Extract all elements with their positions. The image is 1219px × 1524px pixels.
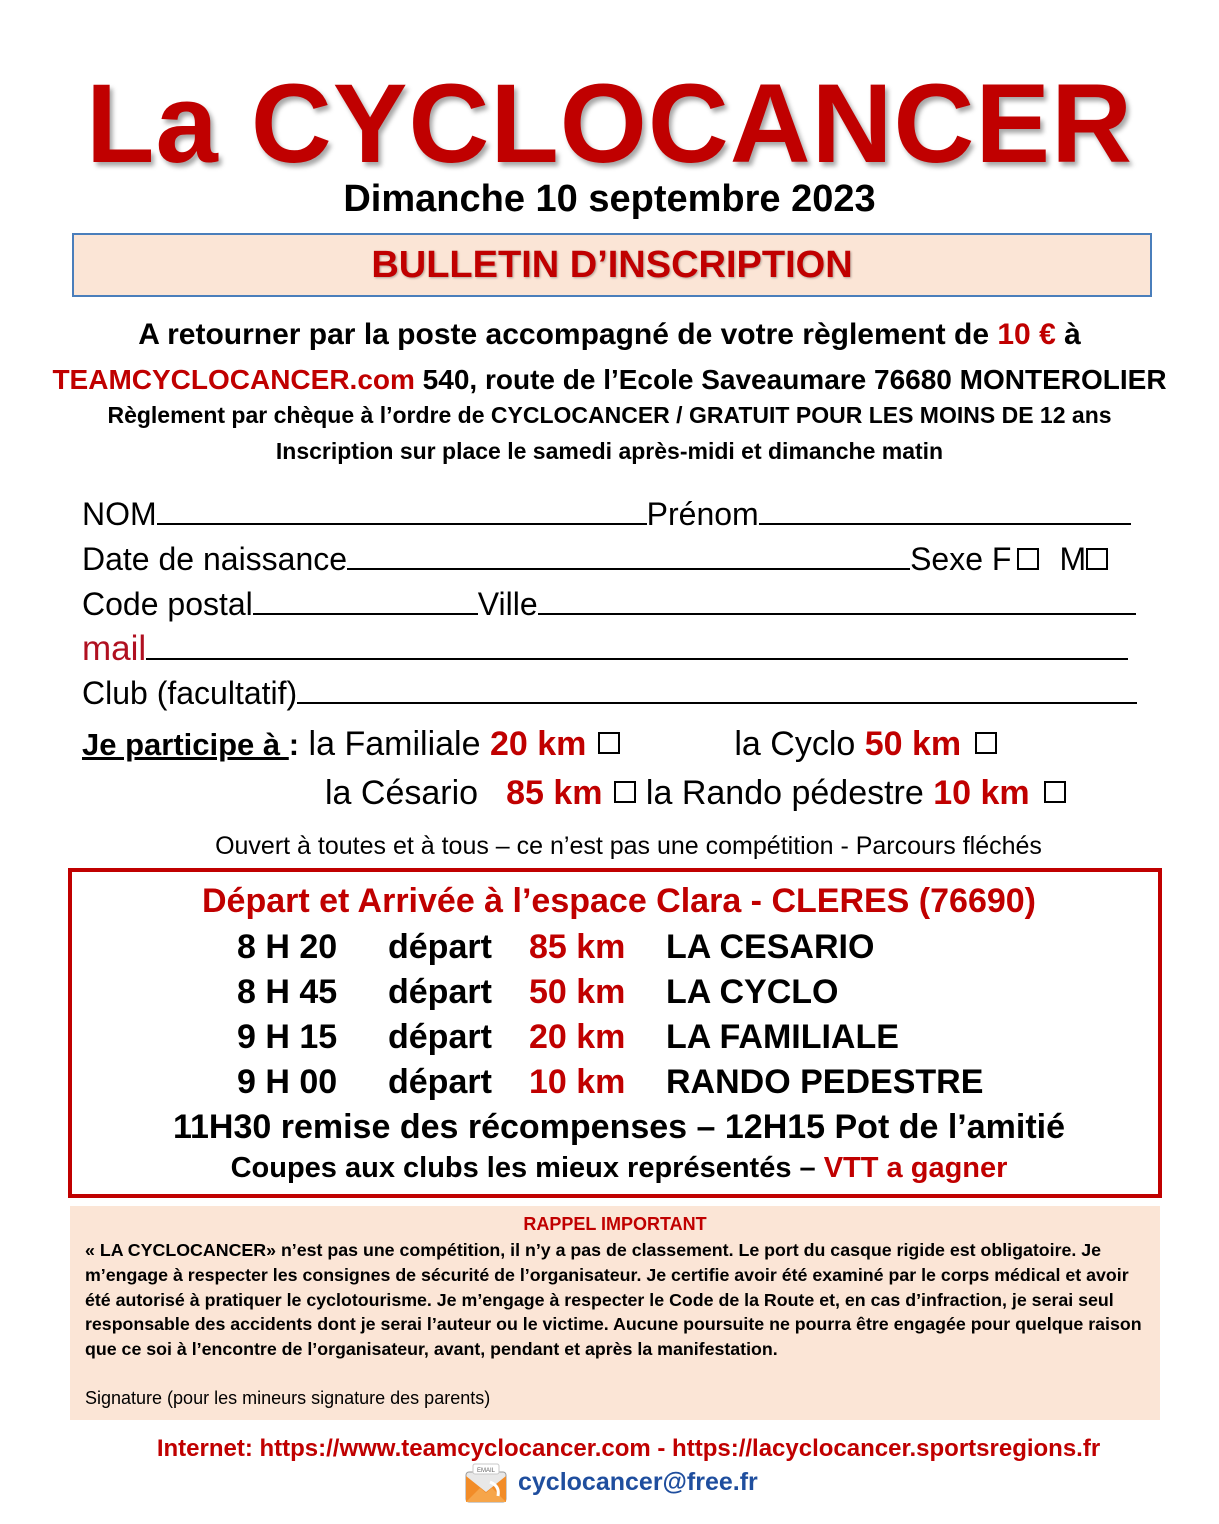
nom-field[interactable] [157,495,647,525]
schedule-row [72,928,1166,968]
schedule-name: LA FAMILIALE [666,1018,899,1056]
schedule-label: départ [388,928,492,966]
signature-note: Signature (pour les mineurs signature des parents) [85,1388,491,1408]
schedule-km: 20 km [529,1018,626,1056]
rappel-box [70,1206,1160,1420]
onsite-registration-note: Inscription sur place le samedi après-midi et dimanche matin [275,438,944,464]
form-row-nom [82,495,1131,533]
bulletin-heading: BULLETIN D’INSCRIPTION [72,233,1152,297]
schedule-row [72,1018,1166,1058]
schedule-name: RANDO PEDESTRE [666,1063,984,1101]
schedule-time: 8 H 45 [237,973,338,1011]
ville-field[interactable] [538,585,1136,615]
price: 10 € [997,318,1056,351]
schedule-time: 9 H 00 [237,1063,338,1101]
sexe-label: Sexe F [910,541,1012,577]
schedule-label: départ [388,973,492,1011]
nom-label: NOM [82,496,157,532]
form-row-dob [82,540,1108,578]
cups-line [72,1152,1166,1185]
schedule-km: 50 km [529,973,626,1011]
schedule-row [72,973,1166,1013]
form-row-participation [82,724,997,765]
form-row-cp [82,585,1136,623]
schedule-name: LA CESARIO [666,928,875,966]
schedule-km: 10 km [529,1063,626,1101]
instruction-address [0,364,1219,396]
cesario-km: 85 km [506,774,603,812]
email-icon [460,1462,512,1508]
event-date: Dimanche 10 septembre 2023 [343,178,876,220]
postal-address: 540, route de l’Ecole Saveaumare 76680 MONTEROLIER [414,364,1167,395]
svg-text:EMAIL: EMAIL [476,1468,496,1474]
instruction-text: A retourner par la poste accompagné de votre règlement de [138,318,998,351]
cesario-label: la Césario [325,774,479,812]
page-title: La CYCLOCANCER [86,61,1133,186]
instruction-text-end: à [1055,318,1081,351]
cups-text: Coupes aux clubs les mieux représentés – [230,1152,824,1184]
rando-checkbox[interactable] [1044,781,1066,803]
open-note: Ouvert à toutes et à tous – ce n’est pas une compétition - Parcours fléchés [215,832,1042,860]
rando-label: la Rando pédestre [636,774,934,812]
schedule-km: 85 km [529,928,626,966]
rappel-title: RAPPEL IMPORTANT [523,1214,707,1234]
mail-label: mail [82,629,147,668]
dob-label: Date de naissance [82,541,348,577]
email-address[interactable]: cyclocancer@free.fr [518,1468,758,1496]
rappel-text: « LA CYCLOCANCER» n’est pas une compétition, il n’y a pas de classement. Le port du casque rigide est obligatoire. Je m’engage à respecter les consignes de sécurité de l’organisateur. Je certifie avoir été examiné par le corps médical et avoir été autorisé à pratiquer le cyclotourisme. Je m’engage à respecter le Code de la Route et, en cas d’infraction, je serai seul responsable des accidents dont je serai l’auteur ou le victime. Aucune poursuite ne pourra être engagée pour quelque raison que ce soi à l’encontre de l’organisateur, avant, pendant et après la manifestation. [85,1240,1142,1360]
form-row-mail [82,628,1128,670]
prize-text: VTT a gagner [823,1152,1008,1184]
familiale-checkbox[interactable] [598,732,620,754]
ville-label: Ville [477,586,538,622]
participe-label: Je participe à [82,727,289,762]
sexe-f-checkbox[interactable] [1017,548,1039,570]
website-name: TEAMCYCLOCANCER.com [52,364,415,395]
schedule-time: 9 H 15 [237,1018,338,1056]
cyclo-checkbox[interactable] [975,732,997,754]
prenom-field[interactable] [759,495,1131,525]
payment-note: Règlement par chèque à l’ordre de CYCLOCANCER / GRATUIT POUR LES MOINS DE 12 ans [107,402,1112,428]
club-label: Club (facultatif) [82,675,298,711]
code-postal-field[interactable] [253,585,478,615]
prenom-label: Prénom [646,496,759,532]
form-row-participation-2 [325,773,1066,814]
instruction-mail [0,318,1219,352]
cyclo-km: 50 km [864,725,962,763]
cesario-checkbox[interactable] [614,781,636,803]
mail-field[interactable] [146,630,1128,660]
sexe-m-label: M [1059,541,1087,577]
schedule-row [72,1063,1166,1103]
sexe-m-checkbox[interactable] [1086,548,1108,570]
schedule-time: 8 H 20 [237,928,338,966]
schedule-label: départ [388,1018,492,1056]
rando-km: 10 km [933,774,1030,812]
awards-line: 11H30 remise des récompenses – 12H15 Pot de l’amitié [172,1108,1066,1146]
form-row-club [82,674,1137,712]
code-postal-label: Code postal [82,586,253,622]
departure-box [68,868,1162,1198]
schedule-name: LA CYCLO [666,973,839,1011]
participe-colon: : [288,727,300,762]
club-field[interactable] [297,674,1137,704]
familiale-km: 20 km [489,725,587,763]
internet-links[interactable]: Internet: https://www.teamcyclocancer.com - https://lacyclocancer.sportsregions.fr [156,1435,1101,1462]
schedule-label: départ [388,1063,492,1101]
departure-title: Départ et Arrivée à l’espace Clara - CLERES (76690) [201,882,1036,920]
familiale-label: la Familiale [299,725,490,763]
cyclo-label: la Cyclo [734,725,865,763]
dob-field[interactable] [347,540,910,570]
